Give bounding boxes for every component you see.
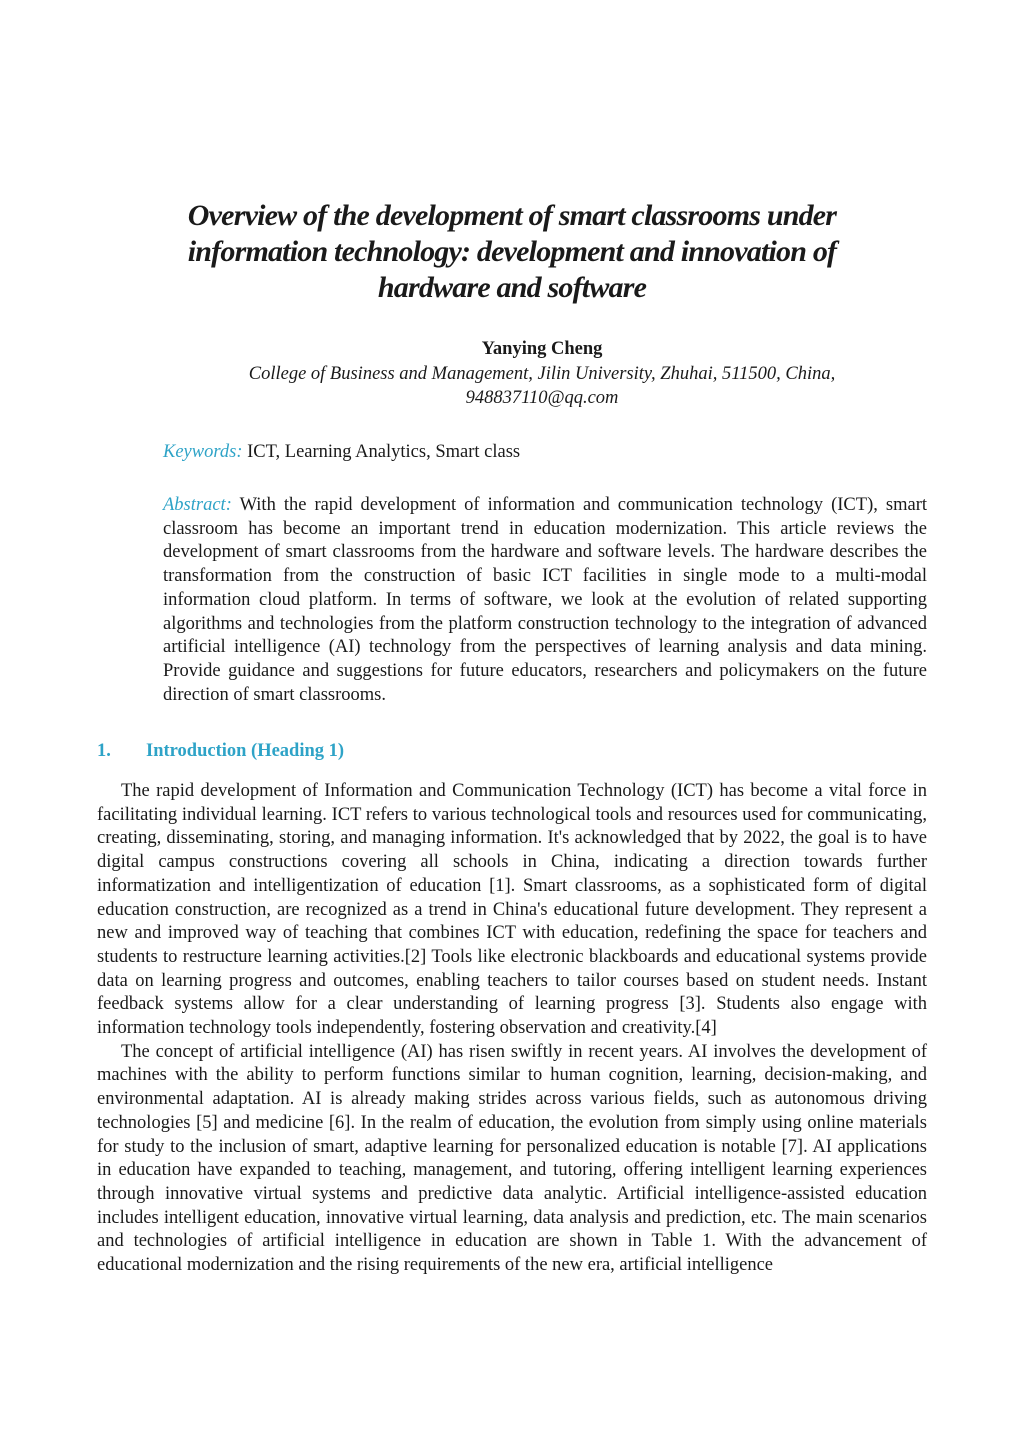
affiliation-line-1: College of Business and Management, Jilin University, Zhuhai, 511500, China, bbox=[248, 364, 836, 384]
abstract-label: Abstract: bbox=[163, 495, 232, 515]
paper-title-line-3: hardware and software bbox=[377, 271, 647, 304]
keywords-block bbox=[163, 440, 927, 464]
author-name: Yanying Cheng bbox=[481, 339, 603, 359]
section-heading-introduction bbox=[97, 739, 344, 763]
section-body bbox=[97, 780, 927, 1278]
section-number: 1. bbox=[97, 741, 111, 761]
paper-title-line-2: information technology: development and innovation of bbox=[187, 235, 837, 268]
body-paragraph-2: The concept of artificial intelligence (AI) has risen swiftly in recent years. AI involves the development of machines with the ability to perform functions similar to human cognition, learning, decision-making, and environmental adaptation. AI is already making strides across various fields, such as autonomous driving technologies [5] and medicine [6]. In the realm of education, the evolution from simply using online materials for study to the inclusion of smart, adaptive learning for personalized education is notable [7]. AI applications in education have expanded to teaching, management, and tutoring, offering intelligent learning experiences through innovative virtual systems and predictive data analytic. Artificial intelligence-assisted education includes intelligent education, innovative virtual learning, data analysis and prediction, etc. The main scenarios and technologies of artificial intelligence in education are shown in Table 1. With the advancement of educational modernization and the rising requirements of the new era, artificial intelligence bbox=[97, 1041, 927, 1276]
body-paragraph-1: The rapid development of Information and Communication Technology (ICT) has become a vital force in facilitating individual learning. ICT refers to various technological tools and resources used for communicating, creating, disseminating, storing, and managing information. It's acknowledged that by 2022, the goal is to have digital campus constructions covering all schools in China, indicating a direction towards further informatization and intelligentization of education [1]. Smart classrooms, as a sophisticated form of digital education construction, are recognized as a trend in China's educational future development. They represent a new and improved way of teaching that combines ICT with education, redefining the space for teachers and students to restructure learning activities.[2] Tools like electronic blackboards and educational systems provide data on learning progress and outcomes, enabling teachers to tailor courses based on student needs. Instant feedback systems allow for a clear understanding of learning progress [3]. Students also engage with information technology tools independently, fostering observation and creativity.[4] bbox=[97, 781, 927, 1039]
abstract-block bbox=[163, 494, 927, 707]
author-affiliation bbox=[100, 362, 984, 410]
paper-title bbox=[100, 198, 924, 306]
keywords-text: ICT, Learning Analytics, Smart class bbox=[242, 442, 521, 462]
section-heading-text: Introduction (Heading 1) bbox=[146, 741, 345, 761]
abstract-text: With the rapid development of information and communication technology (ICT), smart classroom has become an important trend in education modernization. This article reviews the development of smart classrooms from the hardware and software levels. The hardware describes the transformation from the construction of basic ICT facilities in single mode to a multi-modal information cloud platform. In terms of software, we look at the evolution of related supporting algorithms and technologies from the platform construction technology to the integration of advanced artificial intelligence (AI) technology from the perspectives of learning analysis and data mining. Provide guidance and suggestions for future educators, researchers and policymakers on the future direction of smart classrooms. bbox=[163, 495, 927, 705]
author-email: 948837110@qq.com bbox=[465, 388, 619, 408]
paper-title-line-1: Overview of the development of smart classrooms under bbox=[187, 199, 837, 232]
keywords-label: Keywords: bbox=[163, 442, 243, 462]
